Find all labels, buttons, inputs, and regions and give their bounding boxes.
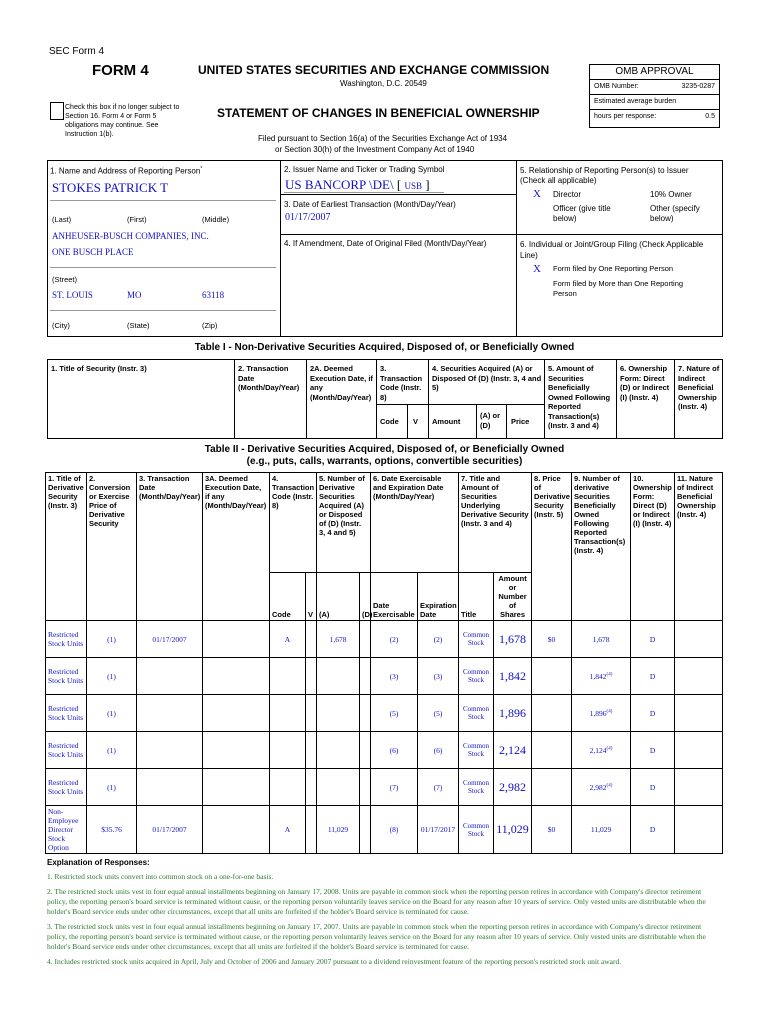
owned-cell: 1,842$^{(4)}$ (572, 658, 631, 695)
t1-sub-code: Code (380, 417, 399, 426)
omb-title: OMB APPROVAL (590, 65, 719, 80)
filing-option-2: Form filed by More than One Reporting Person (553, 279, 684, 298)
box3-label: 3. Date of Earliest Transaction (Month/Day/Year) (284, 200, 456, 209)
conversion-price-cell: $35.76 (87, 806, 137, 854)
city-value: ST. LOUIS (52, 290, 93, 300)
t2-sub-v: V (306, 573, 317, 621)
filing-option-1: Form filed by One Reporting Person (553, 264, 674, 273)
table2-title: Table II - Derivative Securities Acquired, Disposed of, or Beneficially Owned (e.g., puts, calls, warrants, options, convertible securities) (204, 444, 565, 467)
statement-title: STATEMENT OF CHANGES IN BENEFICIAL OWNERSHIP (217, 106, 540, 120)
explanation-item: 1. Restricted stock units convert into common stock on a one-for-one basis. (47, 872, 274, 881)
box5-label: 5. Relationship of Reporting Person(s) to Issuer (Check all applicable) (520, 166, 689, 185)
ownership-form-cell: D (631, 621, 675, 658)
filed-line-1: Filed pursuant to Section 16(a) of the Securities Exchange Act of 1934 (258, 134, 508, 143)
state-label: (State) (127, 321, 150, 330)
date-exercisable-cell: (8) (371, 806, 418, 854)
transaction-code-cell (270, 769, 306, 806)
omb-number-value: 3235-0287 (681, 83, 715, 90)
transaction-code-cell: A (270, 621, 306, 658)
v-cell (306, 769, 317, 806)
conversion-price-cell: (1) (87, 695, 137, 732)
t1-col-nature: 7. Nature of Indirect Beneficial Ownership (Instr. 4) (678, 364, 720, 411)
box1-label: 1. Name and Address of Reporting Person* (50, 166, 203, 176)
deemed-date-cell (203, 695, 270, 732)
form-title: FORM 4 (92, 62, 149, 79)
derivative-security-cell: Restricted Stock Units (46, 621, 87, 658)
owned-cell: 2,124$^{(4)}$ (572, 732, 631, 769)
date-exercisable-cell: (5) (371, 695, 418, 732)
nature-cell (675, 806, 723, 854)
disposed-cell (360, 658, 371, 695)
omb-number-label: OMB Number: (594, 83, 639, 90)
underlying-title-cell: Common Stock (459, 732, 494, 769)
price-cell (532, 658, 572, 695)
ownership-form-cell: D (631, 769, 675, 806)
explanation-item: 4. Includes restricted stock units acquired in April, July and October of 2006 and January 2007 pursuant to a dividend reinvestment feature of the reporting person's restricted stock unit award. (47, 957, 622, 966)
t2-sub-amount: Amount or Number of Shares (494, 573, 532, 621)
deemed-date-cell (203, 732, 270, 769)
t2-col-exercisable: 6. Date Exercisable and Expiration Date (Month/Day/Year) (371, 473, 459, 573)
underlying-title-cell: Common Stock (459, 621, 494, 658)
t1-col-ownership-form: 6. Ownership Form: Direct (D) or Indirect (I) (Instr. 4) (620, 364, 670, 402)
address-line-1: ANHEUSER-BUSCH COMPANIES, INC. (52, 231, 209, 241)
last-label: (Last) (52, 215, 72, 224)
conversion-price-cell: (1) (87, 732, 137, 769)
table-row (46, 806, 723, 854)
explanation-item: 3. The restricted stock units vest in four equal annual installments beginning on January 17, 2007. Units are payable in common stock when the reporting person retires in accordance with Company's director retirement policy, the reporting person's board service is terminated without cause, or the reporting person voluntarily leaves service on the Board for any reason after 10 years of service. Only vested units are distributable when the holder's Board service ends under other circumstances, except that all units are forfeited if the holder's Board service is terminated for cause. (47, 922, 706, 951)
table1-title: Table I - Non-Derivative Securities Acquired, Disposed of, or Beneficially Owned (194, 342, 575, 353)
city-label: (City) (52, 321, 70, 330)
t2-col-title: 1. Title of Derivative Security (Instr. 3) (46, 473, 87, 621)
underlying-title-cell: Common Stock (459, 658, 494, 695)
deemed-date-cell (203, 806, 270, 854)
transaction-date-cell: 01/17/2007 (137, 621, 203, 658)
acquired-cell (317, 769, 360, 806)
nature-cell (675, 695, 723, 732)
issuer-name: US BANCORP \DE\ [ USB ] (285, 177, 430, 192)
expiration-date-cell: (3) (418, 658, 459, 695)
disposed-cell (360, 695, 371, 732)
table-row (46, 695, 723, 732)
nature-cell (675, 621, 723, 658)
other-label: Other (specify below) (650, 204, 700, 223)
reporting-person-name: STOKES PATRICK T (52, 180, 169, 195)
derivative-security-cell: Restricted Stock Units (46, 769, 87, 806)
underlying-shares-cell: 1,842 (494, 658, 532, 695)
first-label: (First) (127, 215, 147, 224)
transaction-date-cell: 01/17/2007 (137, 806, 203, 854)
derivative-security-cell: Restricted Stock Units (46, 695, 87, 732)
t1-col-amount-owned: 5. Amount of Securities Beneficially Owned Following Reported Transaction(s) (Instr. 3 and 4) (548, 364, 611, 430)
transaction-code-cell: A (270, 806, 306, 854)
t1-sub-v: V (413, 417, 419, 426)
t2-col-underlying: 7. Title and Amount of Securities Underlying Derivative Security (Instr. 3 and 4) (459, 473, 532, 573)
conversion-price-cell: (1) (87, 621, 137, 658)
box2-label: 2. Issuer Name and Ticker or Trading Symbol (284, 165, 445, 174)
ownership-form-cell: D (631, 695, 675, 732)
date-exercisable-cell: (3) (371, 658, 418, 695)
t1-col-code: 3. Transaction Code (Instr. 8) (380, 364, 423, 402)
expiration-date-cell: (7) (418, 769, 459, 806)
deemed-date-cell (203, 658, 270, 695)
disposed-cell (360, 732, 371, 769)
date-exercisable-cell: (7) (371, 769, 418, 806)
t1-col-title: 1. Title of Security (Instr. 3) (51, 364, 147, 373)
underlying-title-cell: Common Stock (459, 695, 494, 732)
disposed-cell (360, 769, 371, 806)
owned-cell: 11,029 (572, 806, 631, 854)
ticker-symbol: USB (404, 181, 422, 191)
director-mark[interactable]: X (533, 188, 541, 200)
transaction-date-cell (137, 658, 203, 695)
table-row (46, 769, 723, 806)
transaction-date-cell (137, 732, 203, 769)
deemed-date-cell (203, 769, 270, 806)
conversion-price-cell: (1) (87, 769, 137, 806)
v-cell (306, 806, 317, 854)
t2-col-owned: 9. Number of derivative Securities Beneficially Owned Following Reported Transaction(s) (Instr. 4) (572, 473, 631, 621)
earliest-transaction-date: 01/17/2007 (285, 212, 331, 223)
acquired-cell: 11,029 (317, 806, 360, 854)
zip-label: (Zip) (202, 321, 218, 330)
t1-col-acquired: 4. Securities Acquired (A) or Disposed Of (D) (Instr. 3, 4 and 5) (432, 364, 542, 392)
ownership-form-cell: D (631, 732, 675, 769)
no-longer-subject-checkbox[interactable] (50, 102, 64, 120)
t1-sub-aord: (A) or (D) (480, 411, 500, 430)
address-line-2: ONE BUSCH PLACE (52, 247, 134, 257)
acquired-cell (317, 732, 360, 769)
expiration-date-cell: (6) (418, 732, 459, 769)
transaction-code-cell (270, 658, 306, 695)
explanation-item: 2. The restricted stock units vest in four equal annual installments beginning on January 17, 2008. Units are payable in common stock when the reporting person retires in accordance with Company's director retirement policy, the reporting person's board service is terminated without cause, or the reporting person voluntarily leaves service on the Board for any reason after 10 years of service. Only vested units are distributable when the holder's Board service ends under other circumstances, except that all units are forfeited if the holder's Board service is terminated for cause. (47, 887, 706, 916)
transaction-code-cell (270, 732, 306, 769)
omb-hours-value: 0.5 (705, 113, 715, 120)
date-exercisable-cell: (6) (371, 732, 418, 769)
underlying-title-cell: Common Stock (459, 769, 494, 806)
nature-cell (675, 732, 723, 769)
transaction-date-cell (137, 769, 203, 806)
conversion-price-cell: (1) (87, 658, 137, 695)
transaction-date-cell (137, 695, 203, 732)
acquired-cell (317, 695, 360, 732)
nature-cell (675, 658, 723, 695)
zip-value: 63118 (202, 290, 225, 300)
owned-cell: 1,678 (572, 621, 631, 658)
underlying-title-cell: Common Stock (459, 806, 494, 854)
price-cell (532, 769, 572, 806)
t2-col-deemed: 3A. Deemed Execution Date, if any (Month/Day/Year) (203, 473, 270, 621)
t2-col-nature: 11. Nature of Indirect Beneficial Ownership (Instr. 4) (675, 473, 723, 621)
state-value: MO (127, 290, 142, 300)
table2 (45, 472, 723, 854)
acquired-cell (317, 658, 360, 695)
price-cell: $0 (532, 806, 572, 854)
t1-sub-price: Price (511, 417, 530, 426)
t1-col-date: 2. Transaction Date (Month/Day/Year) (238, 364, 300, 392)
price-cell: $0 (532, 621, 572, 658)
deemed-date-cell (203, 621, 270, 658)
box6-label: 6. Individual or Joint/Group Filing (Check Applicable Line) (520, 240, 704, 260)
commission-address: Washington, D.C. 20549 (340, 79, 427, 88)
t1-col-deemed: 2A. Deemed Execution Date, if any (Month/Day/Year) (310, 364, 373, 402)
t2-sub-a: (A) (317, 573, 360, 621)
v-cell (306, 732, 317, 769)
omb-hours-label: hours per response: (594, 113, 657, 120)
v-cell (306, 658, 317, 695)
table-row (46, 732, 723, 769)
t2-col-ownership-form: 10. Ownership Form: Direct (D) or Indirect (I) (Instr. 4) (631, 473, 675, 621)
price-cell (532, 732, 572, 769)
one-person-mark[interactable]: X (533, 263, 541, 275)
commission-title: UNITED STATES SECURITIES AND EXCHANGE COMMISSION (198, 63, 550, 77)
street-label: (Street) (52, 275, 78, 284)
disposed-cell (360, 621, 371, 658)
omb-approval-box (589, 64, 720, 128)
checkbox-text: Check this box if no longer subject to Section 16. Form 4 or Form 5 obligations may continue. See Instruction 1(b). (65, 104, 180, 138)
owned-cell: 1,896$^{(4)}$ (572, 695, 631, 732)
transaction-code-cell (270, 695, 306, 732)
t2-col-date: 3. Transaction Date (Month/Day/Year) (137, 473, 203, 621)
omb-burden-label: Estimated average burden (590, 95, 719, 110)
underlying-shares-cell: 1,896 (494, 695, 532, 732)
owned-cell: 2,982$^{(4)}$ (572, 769, 631, 806)
t2-sub-code: Code (270, 573, 306, 621)
t2-sub-date-ex: Date Exercisable (371, 573, 418, 621)
table-row (46, 658, 723, 695)
filed-line-2: or Section 30(h) of the Investment Company Act of 1940 (275, 145, 475, 154)
officer-label: Officer (give title below) (553, 204, 611, 223)
t2-col-price: 8. Price of Derivative Security (Instr. 5) (532, 473, 572, 621)
explanation-list (47, 872, 723, 967)
box4-label: 4. If Amendment, Date of Original Filed (Month/Day/Year) (284, 239, 487, 248)
price-cell (532, 695, 572, 732)
t2-sub-exp: Expiration Date (418, 573, 459, 621)
expiration-date-cell: 01/17/2017 (418, 806, 459, 854)
t2-col-conversion: 2. Conversion or Exercise Price of Derivative Security (87, 473, 137, 621)
underlying-shares-cell: 2,124 (494, 732, 532, 769)
v-cell (306, 695, 317, 732)
middle-label: (Middle) (202, 215, 230, 224)
table-row (46, 621, 723, 658)
derivative-security-cell: Restricted Stock Units (46, 732, 87, 769)
ownership-form-cell: D (631, 658, 675, 695)
date-exercisable-cell: (2) (371, 621, 418, 658)
t2-col-code: 4. Transaction Code (Instr. 8) (270, 473, 317, 573)
t2-col-number: 5. Number of Derivative Securities Acquired (A) or Disposed of (D) (Instr. 3, 4 and 5) (317, 473, 371, 573)
acquired-cell: 1,678 (317, 621, 360, 658)
v-cell (306, 621, 317, 658)
derivative-security-cell: Non-Employee Director Stock Option (46, 806, 87, 854)
director-label: Director (553, 190, 582, 199)
t2-sub-d: (D) (360, 573, 371, 621)
ownership-form-cell: D (631, 806, 675, 854)
t2-sub-title: Title (459, 573, 494, 621)
disposed-cell (360, 806, 371, 854)
underlying-shares-cell: 2,982 (494, 769, 532, 806)
underlying-shares-cell: 11,029 (494, 806, 532, 854)
sec-form-label: SEC Form 4 (49, 46, 105, 57)
expiration-date-cell: (5) (418, 695, 459, 732)
explanation-title: Explanation of Responses: (47, 858, 150, 867)
nature-cell (675, 769, 723, 806)
t1-sub-amount: Amount (432, 417, 461, 426)
expiration-date-cell: (2) (418, 621, 459, 658)
underlying-shares-cell: 1,678 (494, 621, 532, 658)
derivative-security-cell: Restricted Stock Units (46, 658, 87, 695)
ten-pct-owner-label: 10% Owner (650, 190, 692, 199)
